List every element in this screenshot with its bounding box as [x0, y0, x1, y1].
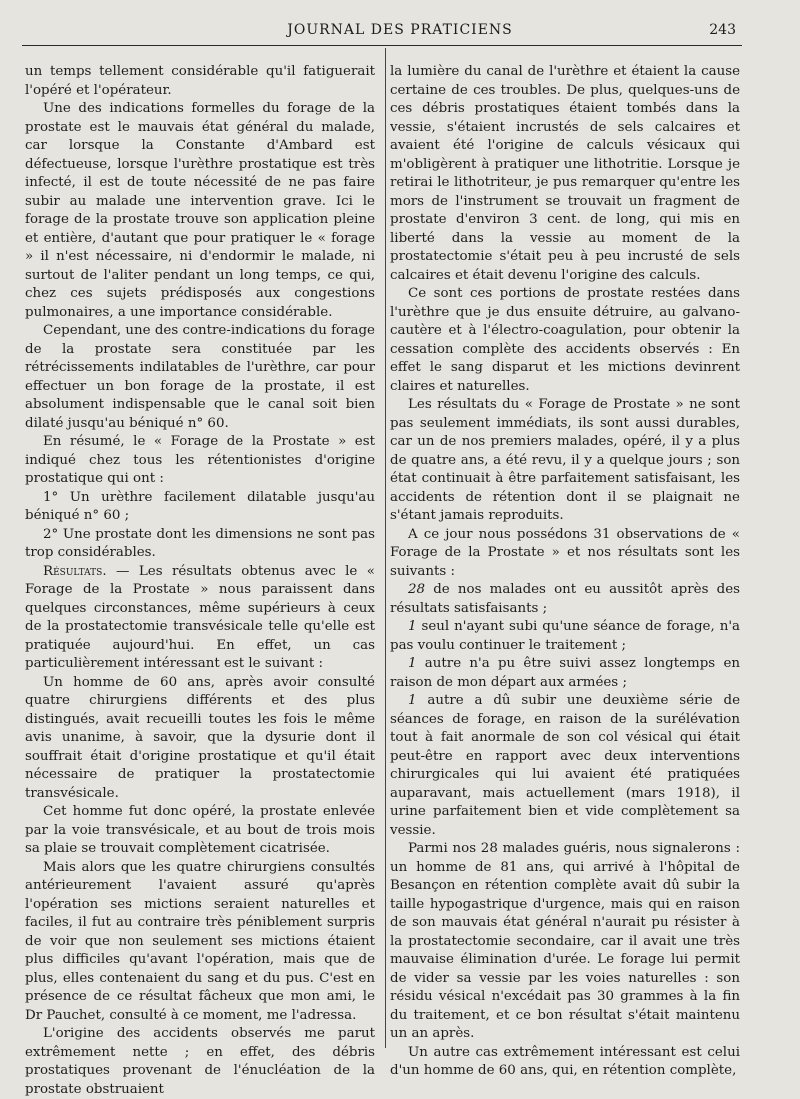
paragraph: Un homme de 60 ans, après avoir consulté quatre chirurgiens différents et des plus distingués, avait recueilli toutes les fois le même avis unanime, à savoir, que la dysurie dont il souffrait était d'origine prostatique et qu'il était nécessaire de pratiquer la prostatectomie transvésicale. [25, 674, 375, 801]
result-count: 28 [408, 582, 426, 597]
result-item [390, 655, 740, 692]
right-column [390, 63, 740, 1081]
paragraph: Une des indications formelles du forage de la prostate est le mauvais état général du malade, car lorsque la Constante d'Ambard est défectueuse, lorsque l'urèthre prostatique est très infecté, il est de toute nécessité de ne pas faire subir au malade une intervention grave. Ici le forage de la prostate trouve son application pleine et entière, d'autant que pour pratiquer le « forage » il n'est nécessaire, ni d'endormir le malade, ni surtout de l'aliter pendant un long temps, ce qui, chez ces sujets prédisposés aux congestions pulmonaires, a une importance considérable. [25, 101, 375, 320]
list-item: 1° Un urèthre facilement dilatable jusqu'au béniqué n° 60 ; [25, 489, 375, 523]
paragraph: la lumière du canal de l'urèthre et étaient la cause certaine de ces troubles. De plus, quelques-uns de ces débris prostatiques étaient tombés dans la vessie, s'étaient incrustés de sels calcaires et avaient été l'origine de calculs vésicaux qui m'obligèrent à pratiquer une lithotritie. Lorsque je retirai le lithotriteur, je pus remarquer qu'entre les mors de l'instrument se trouvait un fragment de prostate d'environ 3 cent. de long, qui mis en liberté dans la vessie au moment de la prostatectomie s'était peu à peu incrusté de sels calcaires et était devenu l'origine des calculs. [390, 64, 740, 283]
result-count: 1 [408, 656, 417, 671]
result-count: 1 [408, 619, 417, 634]
paragraph: Un autre cas extrêmement intéressant est celui d'un homme de 60 ans, qui, en rétention complète, [390, 1044, 740, 1078]
result-text: seul n'ayant subi qu'une séance de forage, n'a pas voulu continuer le traitement ; [390, 619, 740, 653]
left-column [25, 63, 375, 1099]
paragraph: Parmi nos 28 malades guéris, nous signalerons : un homme de 81 ans, qui arrivé à l'hôpital de Besançon en rétention complète avait dû subir la taille hypogastrique d'urgence, mais qui en raison de son mauvais état général n'aurait pu résister à la prostatectomie secondaire, car il avait une très mauvaise élimination d'urée. Le forage lui permit de vider sa vessie par les voies naturelles : son résidu vésical n'excédait pas 30 grammes à la fin du traitement, et ce bon résultat s'était maintenu un an après. [390, 841, 740, 1041]
list-item: 2° Une prostate dont les dimensions ne sont pas trop considérables. [25, 526, 375, 560]
paragraph: Ce sont ces portions de prostate restées dans l'urèthre que je dus ensuite détruire, au galvano-cautère et à l'électro-coagulation, pour obtenir la cessation complète des accidents observés : En effet le sang disparut et les mictions devinrent claires et naturelles. [390, 286, 740, 394]
page-header [0, 0, 800, 48]
page-number: 243 [709, 22, 736, 38]
result-count: 1 [408, 693, 417, 708]
paragraph: En résumé, le « Forage de la Prostate » est indiqué chez tous les rétentionistes d'origine prostatique qui ont : [25, 434, 375, 486]
paragraph-text: — Les résultats obtenus avec le « Forage de la Prostate » nous paraissent dans quelques circonstances, même supérieurs à ceux de la prostatectomie transvésicale telle qu'elle est pratiquée aujourd'hui. En effet, un cas particulièrement intéressant est le suivant : [25, 563, 375, 671]
paragraph: Cet homme fut donc opéré, la prostate enlevée par la voie transvésicale, et au bout de trois mois sa plaie se trouvait complètement cicatrisée. [25, 804, 375, 856]
column-divider [385, 48, 386, 1048]
paragraph: Cependant, une des contre-indications du forage de la prostate sera constituée par les rétrécissements indilatables de l'urèthre, car pour effectuer un bon forage de la prostate, il est absolument indispensable que le canal soit bien dilaté jusqu'au béniqué n° 60. [25, 323, 375, 431]
result-text: autre n'a pu être suivi assez longtemps en raison de mon départ aux armées ; [390, 656, 740, 690]
paragraph [25, 563, 375, 674]
result-item [390, 581, 740, 618]
section-heading: Résultats. [43, 563, 107, 579]
header-rule [22, 45, 742, 46]
result-text: de nos malades ont eu aussitôt après des résultats satisfaisants ; [390, 582, 740, 616]
paragraph: Les résultats du « Forage de Prostate » ne sont pas seulement immédiats, ils sont aussi durables, car un de nos premiers malades, opéré, il y a plus de quatre ans, a été revu, il y a quelque jours ; son état continuait à être parfaitement satisfaisant, les accidents de rétention dont il se plaignait ne s'étant jamais reproduits. [390, 397, 740, 523]
running-title: JOURNAL DES PRATICIENS [287, 22, 513, 38]
paragraph: un temps tellement considérable qu'il fatiguerait l'opéré et l'opérateur. [25, 64, 375, 98]
paragraph: L'origine des accidents observés me parut extrêmement nette ; en effet, des débris prostatiques provenant de l'énucléation de la prostate obstruaient [25, 1026, 375, 1097]
result-item [390, 618, 740, 655]
paragraph: A ce jour nous possédons 31 observations de « Forage de la Prostate » et nos résultats sont les suivants : [390, 526, 740, 579]
result-text: autre a dû subir une deuxième série de séances de forage, en raison de la surélévation tout à fait anormale de son col vésical qui était peut-être en rapport avec deux interventions chirurgicales qui lui avaient été pratiquées auparavant, mais actuellement (mars 1918), il urine parfaitement bien et vide complètement sa vessie. [390, 693, 740, 838]
result-item [390, 692, 740, 840]
paragraph: Mais alors que les quatre chirurgiens consultés antérieurement l'avaient assuré qu'après l'opération ses mictions seraient naturelles et faciles, il fut au contraire très péniblement surpris de voir que non seulement ses mictions étaient plus difficiles qu'avant l'opération, mais que de plus, elles contenaient du sang et du pus. C'est en présence de ce résultat fâcheux que mon ami, le Dr Pauchet, consulté à ce moment, me l'adressa. [25, 859, 375, 1023]
